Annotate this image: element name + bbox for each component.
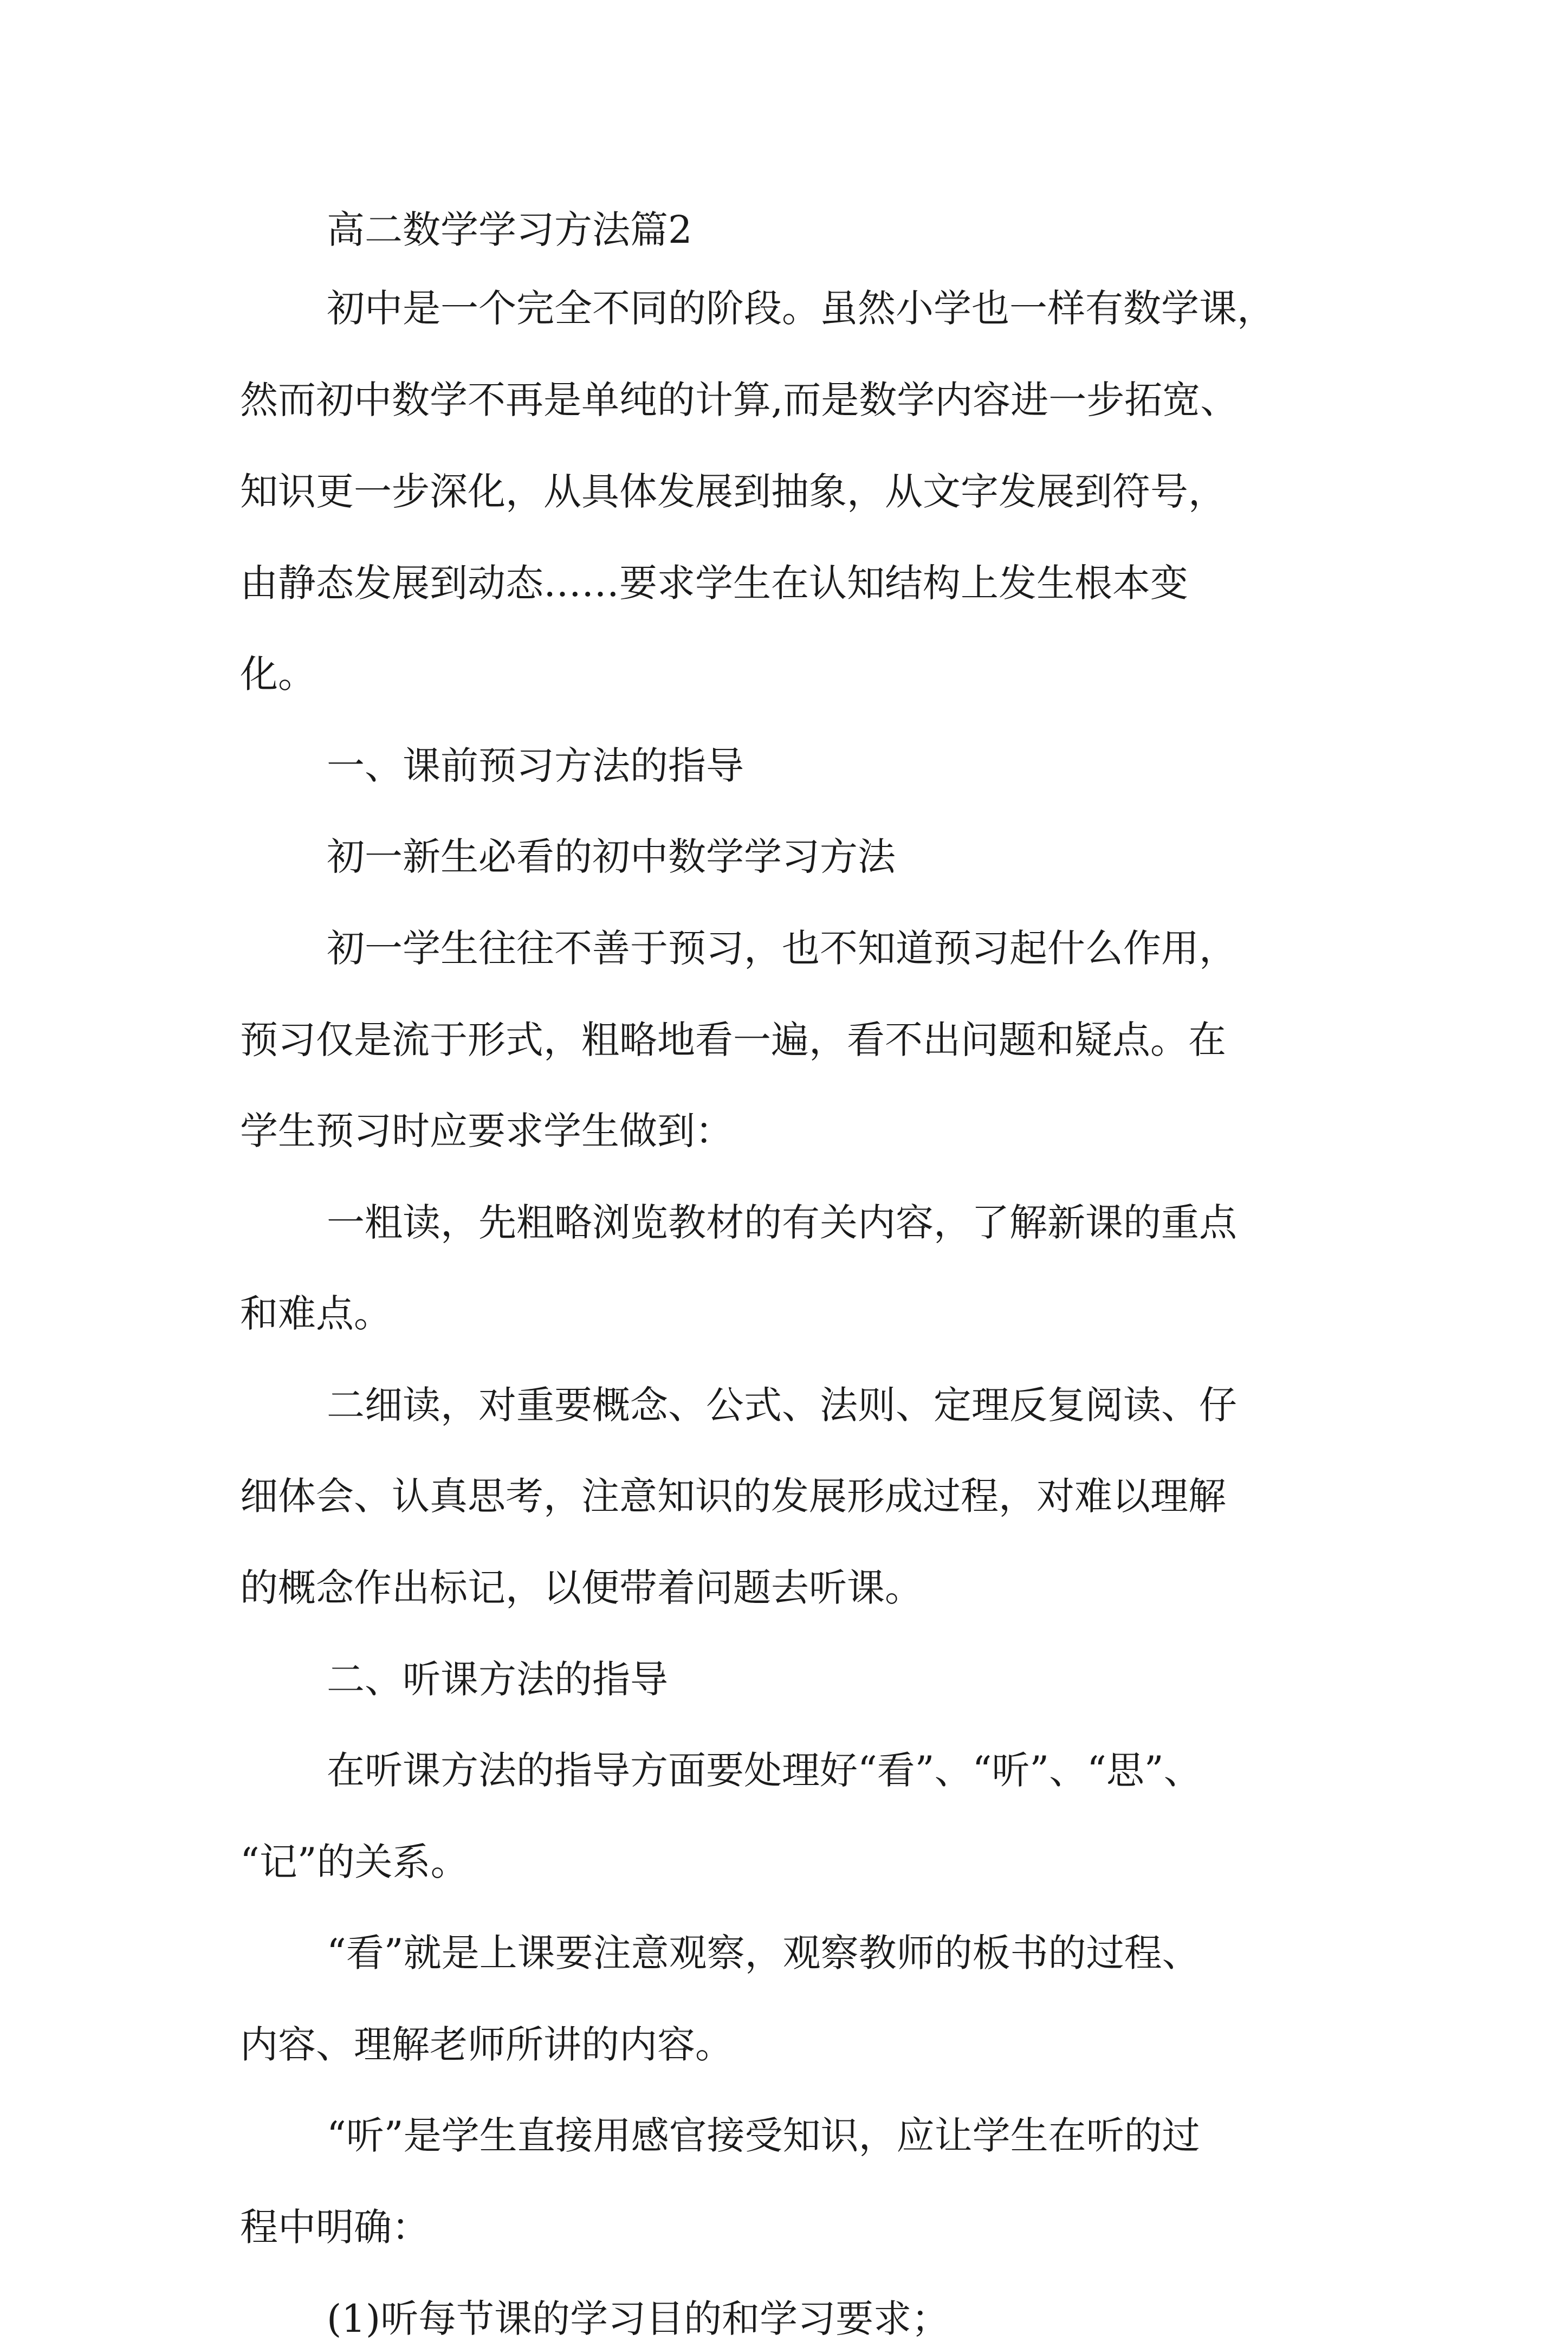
paragraph-line: 一粗读，先粗略浏览教材的有关内容，了解新课的重点: [327, 1200, 1237, 1245]
subsection-title: 初一新生必看的初中数学学习方法: [327, 835, 896, 879]
paragraph-line: 学生预习时应要求学生做到：: [240, 1109, 733, 1153]
paragraph-line: 程中明确：: [240, 2205, 430, 2249]
paragraph-line: 和难点。: [240, 1291, 392, 1336]
paragraph-line: 初一学生往往不善于预习，也不知道预习起什么作用，: [327, 926, 1237, 971]
paragraph-line: 化。: [240, 652, 316, 696]
paragraph-line: 预习仅是流于形式，粗略地看一遍，看不出问题和疑点。在: [240, 1018, 1226, 1062]
paragraph-line: 初中是一个完全不同的阶段。虽然小学也一样有数学课，: [327, 286, 1275, 331]
paragraph-line: 知识更一步深化，从具体发展到抽象，从文字发展到符号，: [240, 469, 1226, 514]
paragraph-line: “听”是学生直接用感官接受知识，应让学生在听的过: [327, 2113, 1200, 2158]
paragraph-line: 在听课方法的指导方面要处理好“看”、“听”、“思”、: [327, 1748, 1202, 1793]
subsection-heading: 二、听课方法的指导: [327, 1657, 668, 1702]
paragraph-line: “记”的关系。: [240, 1840, 469, 1884]
paragraph-line: 细体会、认真思考，注意知识的发展形成过程，对难以理解: [240, 1474, 1226, 1518]
paragraph-line: 内容、理解老师所讲的内容。: [240, 2022, 733, 2067]
list-item: (1)听每节课的学习目的和学习要求；: [327, 2297, 950, 2341]
paragraph-line: 的概念作出标记，以便带着问题去听课。: [240, 1566, 923, 1610]
subsection-heading: 一、课前预习方法的指导: [327, 743, 744, 788]
paragraph-line: 然而初中数学不再是单纯的计算,而是数学内容进一步拓宽、: [240, 378, 1239, 422]
paragraph-line: 由静态发展到动态……要求学生在认知结构上发生根本变: [240, 561, 1188, 605]
section-heading: 高二数学学习方法篇2: [327, 208, 692, 252]
paragraph-line: 二细读，对重要概念、公式、法则、定理反复阅读、仔: [327, 1383, 1237, 1427]
paragraph-line: “看”就是上课要注意观察，观察教师的板书的过程、: [327, 1931, 1200, 1975]
